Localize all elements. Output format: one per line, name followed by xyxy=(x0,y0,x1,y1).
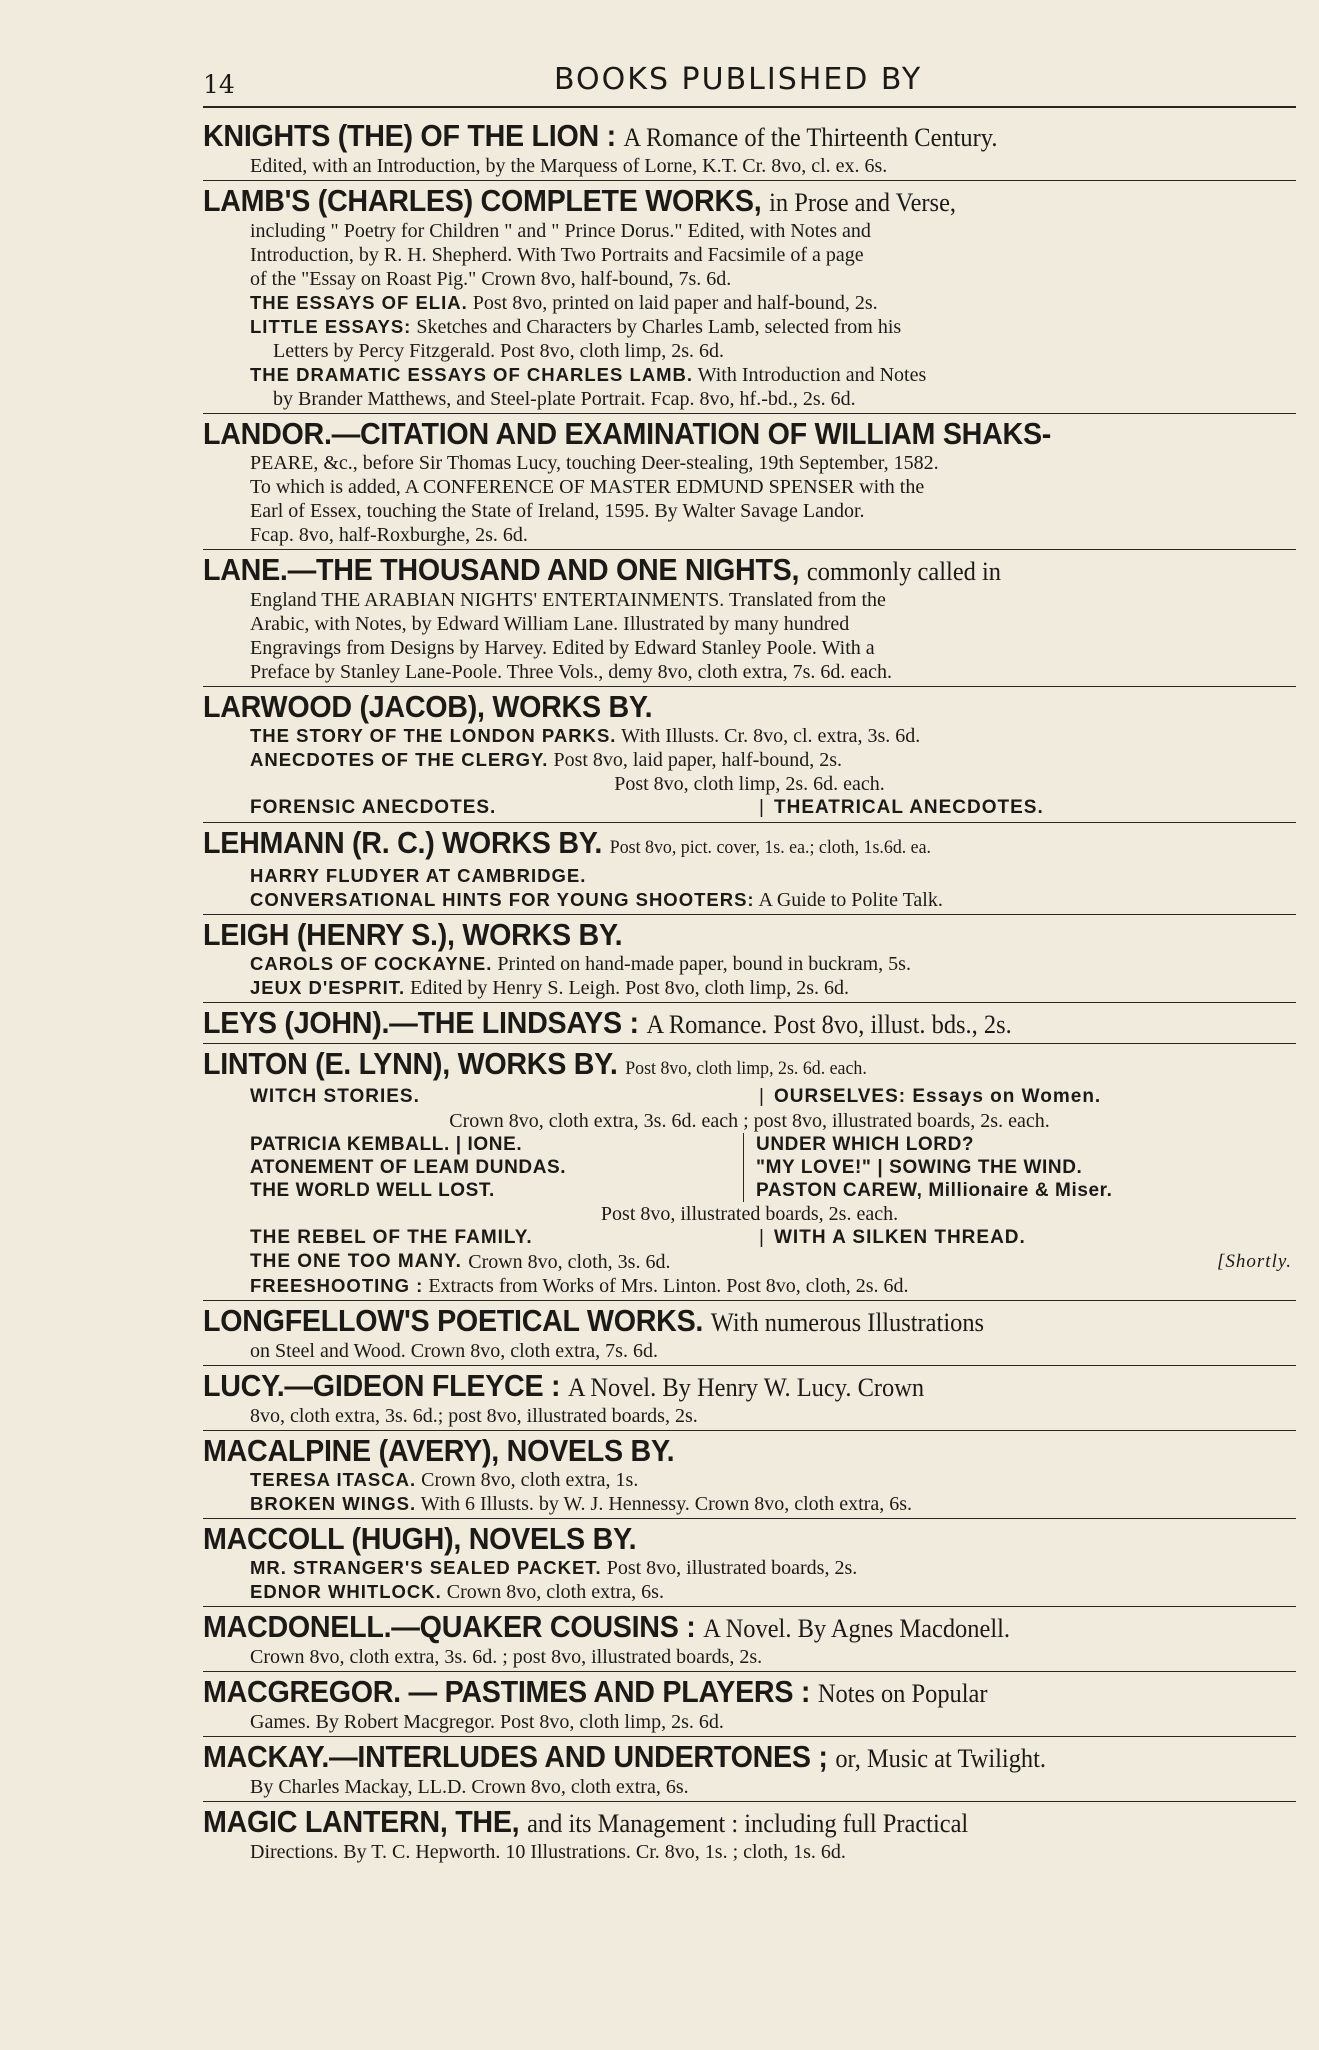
entry-heading: MACDONELL.—QUAKER COUSINS : A Novel. By Agnes Macdonell. xyxy=(203,1610,1011,1644)
entry-landor xyxy=(203,418,1296,550)
entry-heading: MACGREGOR. — PASTIMES AND PLAYERS : Notes on Popular xyxy=(203,1675,988,1709)
entry-lehmann xyxy=(203,827,1296,915)
entry-larwood xyxy=(203,691,1296,823)
entry-heading: LANE.—THE THOUSAND AND ONE NIGHTS, commonly called in xyxy=(203,553,1002,587)
entry-line: EDNOR WHITLOCK. Crown 8vo, cloth extra, 6s. xyxy=(250,1581,664,1603)
entry-line: MR. STRANGER'S SEALED PACKET. Post 8vo, illustrated boards, 2s. xyxy=(250,1557,858,1579)
entry-line: Post 8vo, illustrated boards, 2s. each. xyxy=(600,1203,899,1225)
entry-list xyxy=(203,120,1296,1870)
entry-line: Engravings from Designs by Harvey. Edited by Edward Stanley Poole. With a xyxy=(250,637,875,659)
entry-line: LITTLE ESSAYS: Sketches and Characters by Charles Lamb, selected from his xyxy=(250,316,902,338)
entry-magic-lantern xyxy=(203,1806,1296,1866)
title-column-left: PATRICIA KEMBALL. | IONE. ATONEMENT OF LEAM DUNDAS. THE WORLD WELL LOST. xyxy=(250,1133,744,1202)
entry-lucy xyxy=(203,1370,1296,1431)
entry-line: including " Poetry for Children " and " Prince Dorus." Edited, with Notes and xyxy=(250,220,871,242)
entry-heading: MACALPINE (AVERY), NOVELS BY. xyxy=(203,1434,675,1468)
entry-macdonell xyxy=(203,1611,1296,1672)
running-head xyxy=(203,62,1296,102)
entry-line: HARRY FLUDYER AT CAMBRIDGE. xyxy=(250,865,587,886)
page-title: BOOKS PUBLISHED BY xyxy=(554,62,923,97)
entry-heading: LEYS (JOHN).—THE LINDSAYS : A Romance. Post 8vo, illust. bds., 2s. xyxy=(203,1006,1012,1040)
entry-heading: LAMB'S (CHARLES) COMPLETE WORKS, in Prose and Verse, xyxy=(203,184,957,218)
title-columns xyxy=(203,1133,1296,1202)
entry-line: THE DRAMATIC ESSAYS OF CHARLES LAMB. With Introduction and Notes xyxy=(250,364,927,386)
entry-line: CONVERSATIONAL HINTS FOR YOUNG SHOOTERS: A Guide to Polite Talk. xyxy=(250,889,943,911)
entry-heading: LUCY.—GIDEON FLEYCE : A Novel. By Henry W. Lucy. Crown xyxy=(203,1369,925,1403)
entry-line: To which is added, A CONFERENCE OF MASTER EDMUND SPENSER with the xyxy=(250,476,925,498)
entry-line: FREESHOOTING : Extracts from Works of Mrs. Linton. Post 8vo, cloth, 2s. 6d. xyxy=(250,1275,909,1297)
entry-heading: LEHMANN (R. C.) WORKS BY. Post 8vo, pict. cover, 1s. ea.; cloth, 1s.6d. ea. xyxy=(203,826,932,860)
entry-lamb xyxy=(203,185,1296,414)
entry-line: Introduction, by R. H. Shepherd. With Two Portraits and Facsimile of a page xyxy=(250,244,864,266)
entry-line: THE STORY OF THE LONDON PARKS. With Illusts. Cr. 8vo, cl. extra, 3s. 6d. xyxy=(250,725,921,747)
entry-line: Earl of Essex, touching the State of Ireland, 1595. By Walter Savage Landor. xyxy=(250,500,865,522)
entry-heading: LANDOR.—CITATION AND EXAMINATION OF WILLIAM SHAKS- xyxy=(203,417,1052,451)
entry-leys xyxy=(203,1007,1296,1044)
two-column-titles: FORENSIC ANECDOTES. | THEATRICAL ANECDOTES. xyxy=(250,797,1044,818)
entry-line: by Brander Matthews, and Steel-plate Portrait. Fcap. 8vo, hf.-bd., 2s. 6d. xyxy=(273,388,856,410)
entry-line: PEARE, &c., before Sir Thomas Lucy, touching Deer-stealing, 19th September, 1582. xyxy=(250,452,939,474)
entry-line: CAROLS OF COCKAYNE. Printed on hand-made paper, bound in buckram, 5s. xyxy=(250,953,911,975)
entry-heading: MAGIC LANTERN, THE, and its Management : including full Practical xyxy=(203,1805,969,1839)
entry-line: ANECDOTES OF THE CLERGY. Post 8vo, laid paper, half-bound, 2s. xyxy=(250,749,843,771)
entry-heading: LONGFELLOW'S POETICAL WORKS. With numerous Illustrations xyxy=(203,1304,985,1338)
entry-line: TERESA ITASCA. Crown 8vo, cloth extra, 1s. xyxy=(250,1469,639,1491)
entry-line: BROKEN WINGS. With 6 Illusts. by W. J. Hennessy. Crown 8vo, cloth extra, 6s. xyxy=(250,1493,912,1515)
page-number: 14 xyxy=(203,70,235,99)
entry-line: THE ONE TOO MANY. Crown 8vo, cloth, 3s. 6d. [Shortly. xyxy=(250,1251,1292,1273)
entry-line: Crown 8vo, cloth extra, 3s. 6d. each ; post 8vo, illustrated boards, 2s. each. xyxy=(449,1110,1050,1132)
entry-line: Edited, with an Introduction, by the Marquess of Lorne, K.T. Cr. 8vo, cl. ex. 6s. xyxy=(250,155,888,177)
entry-line: 8vo, cloth extra, 3s. 6d.; post 8vo, illustrated boards, 2s. xyxy=(250,1405,698,1427)
entry-line: THE ESSAYS OF ELIA. Post 8vo, printed on laid paper and half-bound, 2s. xyxy=(250,292,878,314)
entry-longfellow xyxy=(203,1305,1296,1366)
entry-heading: LINTON (E. LYNN), WORKS BY. Post 8vo, cloth limp, 2s. 6d. each. xyxy=(203,1047,867,1081)
entry-line: Letters by Percy Fitzgerald. Post 8vo, cloth limp, 2s. 6d. xyxy=(273,340,725,362)
entry-line: By Charles Mackay, LL.D. Crown 8vo, cloth extra, 6s. xyxy=(250,1776,689,1798)
entry-heading: KNIGHTS (THE) OF THE LION : A Romance of the Thirteenth Century. xyxy=(203,119,998,153)
entry-heading: MACCOLL (HUGH), NOVELS BY. xyxy=(203,1522,637,1556)
two-column-titles: WITCH STORIES. | OURSELVES: Essays on Women. xyxy=(250,1086,1102,1107)
entry-line: JEUX D'ESPRIT. Edited by Henry S. Leigh. Post 8vo, cloth limp, 2s. 6d. xyxy=(250,977,850,999)
entry-line: Games. By Robert Macgregor. Post 8vo, cloth limp, 2s. 6d. xyxy=(250,1711,724,1733)
entry-knights xyxy=(203,120,1296,181)
entry-macgregor xyxy=(203,1676,1296,1737)
entry-line: Post 8vo, cloth limp, 2s. 6d. each. xyxy=(614,773,885,795)
entry-lane xyxy=(203,554,1296,687)
entry-line: Crown 8vo, cloth extra, 3s. 6d. ; post 8vo, illustrated boards, 2s. xyxy=(250,1646,763,1668)
entry-line: Fcap. 8vo, half-Roxburghe, 2s. 6d. xyxy=(250,524,528,546)
entry-heading: MACKAY.—INTERLUDES AND UNDERTONES ; or, Music at Twilight. xyxy=(203,1740,1047,1774)
entry-mackay xyxy=(203,1741,1296,1802)
entry-linton xyxy=(203,1048,1296,1301)
entry-heading: LARWOOD (JACOB), WORKS BY. xyxy=(203,690,653,724)
two-column-titles: THE REBEL OF THE FAMILY. | WITH A SILKEN THREAD. xyxy=(250,1227,1026,1248)
entry-line: Preface by Stanley Lane-Poole. Three Vols., demy 8vo, cloth extra, 7s. 6d. each. xyxy=(250,661,893,683)
entry-heading: LEIGH (HENRY S.), WORKS BY. xyxy=(203,918,623,952)
entry-macalpine xyxy=(203,1435,1296,1519)
header-rule xyxy=(203,106,1296,108)
entry-line: of the "Essay on Roast Pig." Crown 8vo, half-bound, 7s. 6d. xyxy=(250,268,732,290)
entry-line: England THE ARABIAN NIGHTS' ENTERTAINMENTS. Translated from the xyxy=(250,589,886,611)
entry-line: Arabic, with Notes, by Edward William Lane. Illustrated by many hundred xyxy=(250,613,850,635)
entry-maccoll xyxy=(203,1523,1296,1607)
entry-leigh xyxy=(203,919,1296,1003)
entry-line: on Steel and Wood. Crown 8vo, cloth extra, 7s. 6d. xyxy=(250,1340,658,1362)
entry-line: Directions. By T. C. Hepworth. 10 Illustrations. Cr. 8vo, 1s. ; cloth, 1s. 6d. xyxy=(250,1841,846,1863)
title-column-right: UNDER WHICH LORD? "MY LOVE!" | SOWING THE WIND. PASTON CAREW, Millionaire & Miser. xyxy=(756,1134,1113,1201)
